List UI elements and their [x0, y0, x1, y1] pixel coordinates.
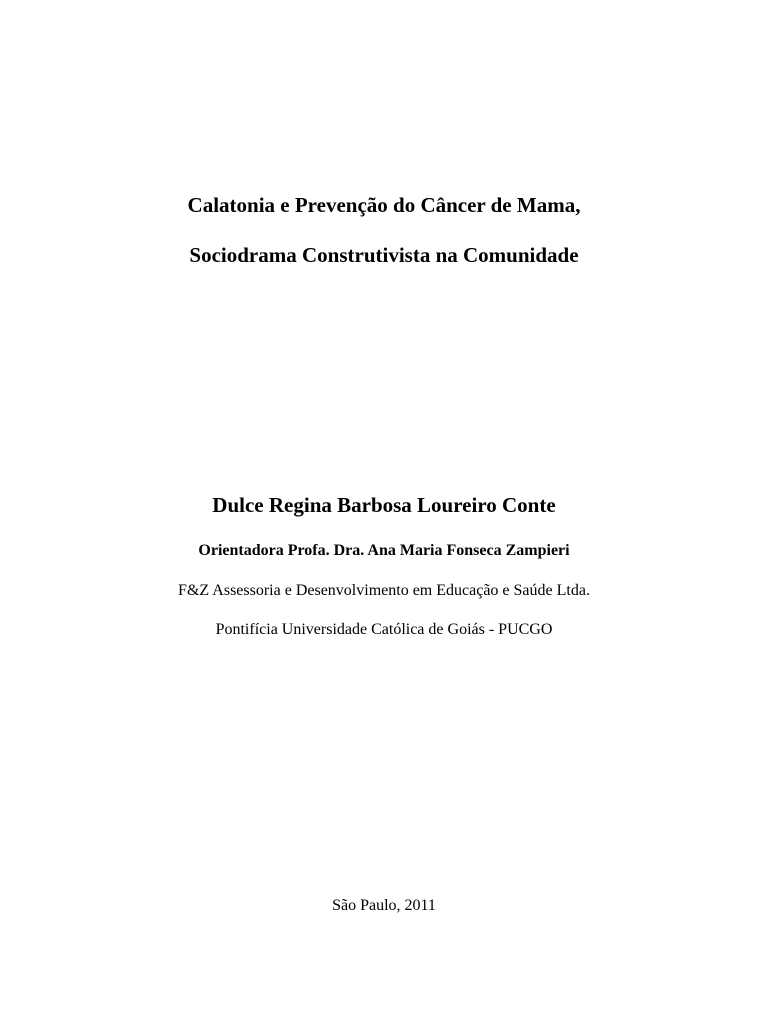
- document-title-line-2: Sociodrama Construtivista na Comunidade: [189, 243, 579, 267]
- place-and-date: São Paulo, 2011: [332, 897, 436, 914]
- author-name: Dulce Regina Barbosa Loureiro Conte: [212, 493, 556, 517]
- document-title-line-1: Calatonia e Prevenção do Câncer de Mama,: [187, 193, 581, 217]
- university: Pontifícia Universidade Católica de Goiás - PUCGO: [215, 621, 553, 638]
- advisor-name: Orientadora Profa. Dra. Ana Maria Fonseca Zampieri: [198, 542, 570, 559]
- affiliation: F&Z Assessoria e Desenvolvimento em Educação e Saúde Ltda.: [178, 582, 590, 599]
